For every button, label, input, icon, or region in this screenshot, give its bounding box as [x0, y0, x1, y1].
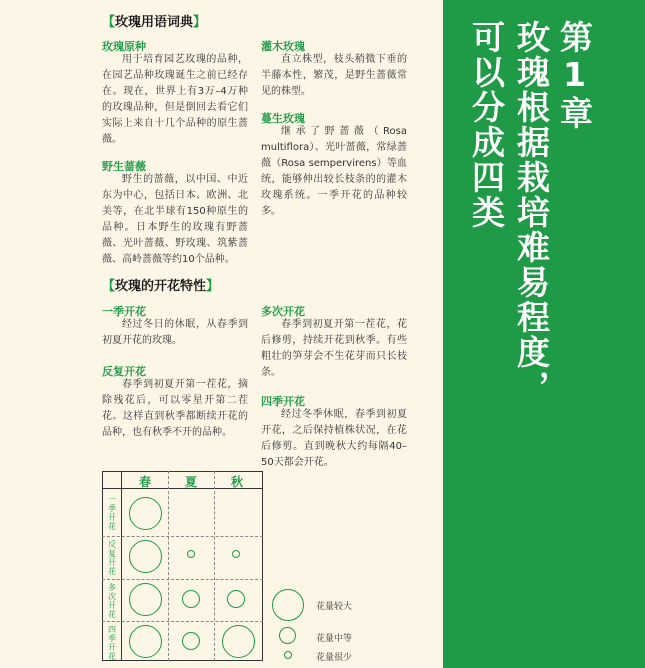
- table-column-divider: [168, 471, 169, 661]
- table-column-autumn: 秋: [230, 475, 243, 489]
- glossary-term: 灌木玫瑰: [261, 40, 305, 53]
- flower-amount-circle-medium: [227, 590, 245, 608]
- table-row-label-divider: [121, 471, 122, 661]
- flower-amount-circle-medium: [182, 590, 200, 608]
- table-column-spring: 春: [138, 475, 151, 489]
- chapter-title-line-2: 可以分成四类: [467, 20, 506, 230]
- legend-circle-small: [284, 651, 292, 659]
- legend-circle-large: [272, 589, 304, 621]
- glossary-term: 玫瑰原种: [102, 40, 146, 53]
- flowering-text: 春季到初夏开第一茬花，花后修剪，持续开花到秋季。有些粗壮的笋芽会不生花芽而只长枝条。: [261, 319, 407, 378]
- flower-amount-circle-large: [222, 625, 255, 658]
- glossary-term: 蔓生玫瑰: [261, 112, 305, 125]
- table-row-divider: [102, 536, 263, 537]
- glossary-text: 直立株型，枝头稍微下垂的半藤本性，繁茂，是野生蔷薇常见的株型。: [261, 54, 407, 97]
- table-column-summer: 夏: [184, 475, 197, 489]
- table-row-label: 反复开花: [108, 540, 116, 576]
- table-row-label: 一季开花: [108, 495, 116, 531]
- flowering-text: 春季到初夏开第一茬花，摘除残花后，可以零星开第二茬花。这样直到秋季都断续开花的品种，也有秋季不开的品种。: [102, 379, 248, 438]
- legend-label: 花量中等: [316, 634, 353, 644]
- glossary-text: 野生的蔷薇，以中国、中近东为中心，包括日本、欧洲、北美等，在北半球有150种原生的品种。日本野生的玫瑰有野蔷薇、光叶蔷薇、野玫瑰、筑紫蔷薇、高岭蔷薇等约10个品种。: [102, 174, 248, 265]
- flowering-term: 四季开花: [261, 395, 305, 408]
- flowering-term: 多次开花: [261, 305, 305, 318]
- flowering-term: 一季开花: [102, 305, 146, 318]
- table-row-divider: [102, 621, 263, 622]
- legend-circle-medium: [279, 627, 296, 644]
- table-column-divider: [214, 471, 215, 661]
- table-row-divider: [102, 579, 263, 580]
- flower-amount-circle-large: [129, 583, 162, 616]
- chapter-number: 第1章: [555, 20, 594, 131]
- table-row-label: 多次开花: [108, 583, 116, 619]
- flower-amount-circle-small: [187, 550, 195, 558]
- flower-amount-circle-large: [129, 497, 162, 530]
- flower-amount-circle-large: [129, 540, 162, 573]
- chapter-title-line-1: 玫瑰根据栽培难易程度，: [512, 20, 551, 405]
- legend-label: 花量较大: [316, 602, 353, 612]
- flowering-heading: 【玫瑰的开花特性】: [102, 279, 220, 294]
- glossary-text: 继承了野蔷薇（Rosa multiflora）、光叶蔷薇，常绿蔷薇（Rosa sempervirens）等血统，能够伸出较长枝条的的灌木玫瑰系统。一季开花的品种较多。: [261, 126, 407, 217]
- table-row-label: 四季开花: [108, 625, 116, 661]
- legend-label: 花量很少: [316, 653, 353, 663]
- glossary-text: 用于培育园艺玫瑰的品种，在园艺品种玫瑰诞生之前已经存在。现在，世界上有3万–4万种的玫瑰品种，但是倒回去看它们实际上来自十几个品种的原生蔷薇。: [102, 54, 248, 145]
- flower-amount-circle-large: [129, 625, 162, 658]
- glossary-heading: 【玫瑰用语词典】: [102, 15, 207, 30]
- flowering-text: 经过冬日的休眠，从春季到初夏开花的玫瑰。: [102, 319, 248, 346]
- flowering-term: 反复开花: [102, 365, 146, 378]
- flower-amount-circle-small: [232, 550, 240, 558]
- flowering-text: 经过冬季休眠，春季到初夏开花，之后保持植株状况，在花后修剪。直到晚秋大约每隔40–50天都会开花。: [261, 409, 407, 468]
- glossary-term: 野生蔷薇: [102, 160, 146, 173]
- flower-amount-circle-medium: [182, 632, 200, 650]
